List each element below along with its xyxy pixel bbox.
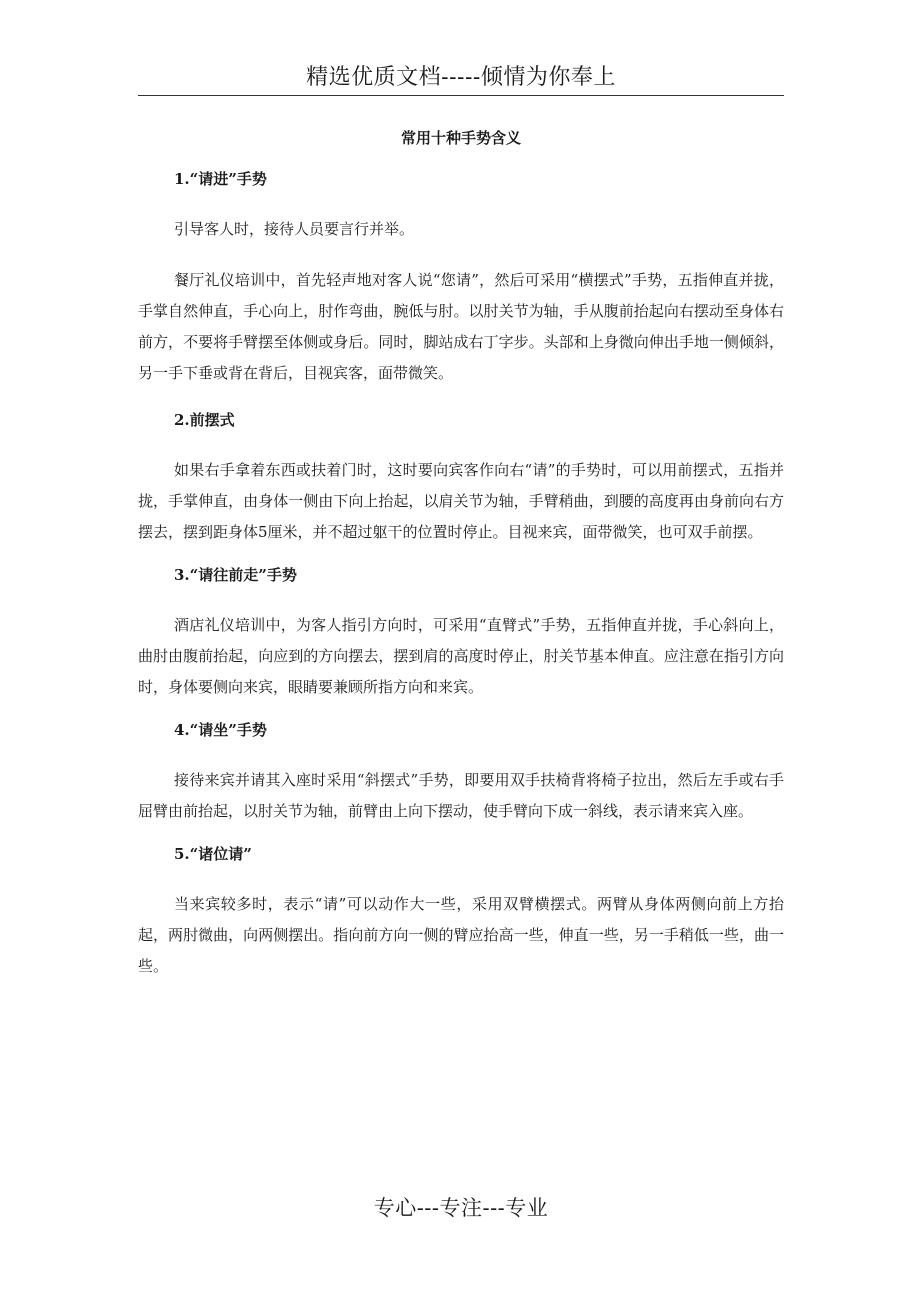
paragraph: 当来宾较多时，表示“请”可以动作大一些，采用双臂横摆式。两臂从身体两侧向前上方抬起，两肘微曲，向两侧摆出。指向前方向一侧的臂应抬高一些，伸直一些，另一手稍低一些，曲一些。 (138, 895, 784, 975)
paragraph: 引导客人时，接待人员要言行并举。 (174, 220, 415, 238)
header-divider (138, 95, 784, 96)
section-heading: 1.“请进”手势 (174, 170, 267, 188)
section-heading: 4.“请坐”手势 (174, 721, 267, 739)
page-header: 精选优质文档-----倾情为你奉上 (306, 65, 616, 90)
paragraph: 酒店礼仪培训中，为客人指引方向时，可采用“直臂式”手势，五指伸直并拢，手心斜向上，曲肘由腹前抬起，向应到的方向摆去，摆到肩的高度时停止，肘关节基本伸直。应注意在指引方向时，身体要侧向来宾，眼睛要兼顾所指方向和来宾。 (138, 616, 784, 696)
section-heading: 2.前摆式 (174, 411, 235, 429)
section-heading: 5.“诸位请” (174, 845, 252, 863)
document-body (138, 164, 784, 982)
paragraph: 接待来宾并请其入座时采用“斜摆式”手势，即要用双手扶椅背将椅子拉出，然后左手或右手屈臂由前抬起，以肘关节为轴，前臂由上向下摆动，使手臂向下成一斜线，表示请来宾入座。 (138, 771, 784, 820)
document-title: 常用十种手势含义 (400, 129, 521, 147)
paragraph: 如果右手拿着东西或扶着门时，这时要向宾客作向右“请”的手势时，可以用前摆式，五指并拢，手掌伸直，由身体一侧由下向上抬起，以肩关节为轴，手臂稍曲，到腰的高度再由身前向右方摆去，摆到距身体5厘米，并不超过躯干的位置时停止。目视来宾，面带微笑，也可双手前摆。 (138, 461, 784, 541)
paragraph: 餐厅礼仪培训中，首先轻声地对客人说“您请”，然后可采用“横摆式”手势，五指伸直并拢，手掌自然伸直，手心向上，肘作弯曲，腕低与肘。以肘关节为轴，手从腹前抬起向右摆动至身体右前方，不要将手臂摆至体侧或身后。同时，脚站成右丁字步。头部和上身微向伸出手地一侧倾斜，另一手下垂或背在背后，目视宾客，面带微笑。 (138, 271, 784, 382)
page-footer: 专心---专注---专业 (373, 1196, 549, 1220)
section-heading: 3.“请往前走”手势 (174, 566, 297, 584)
